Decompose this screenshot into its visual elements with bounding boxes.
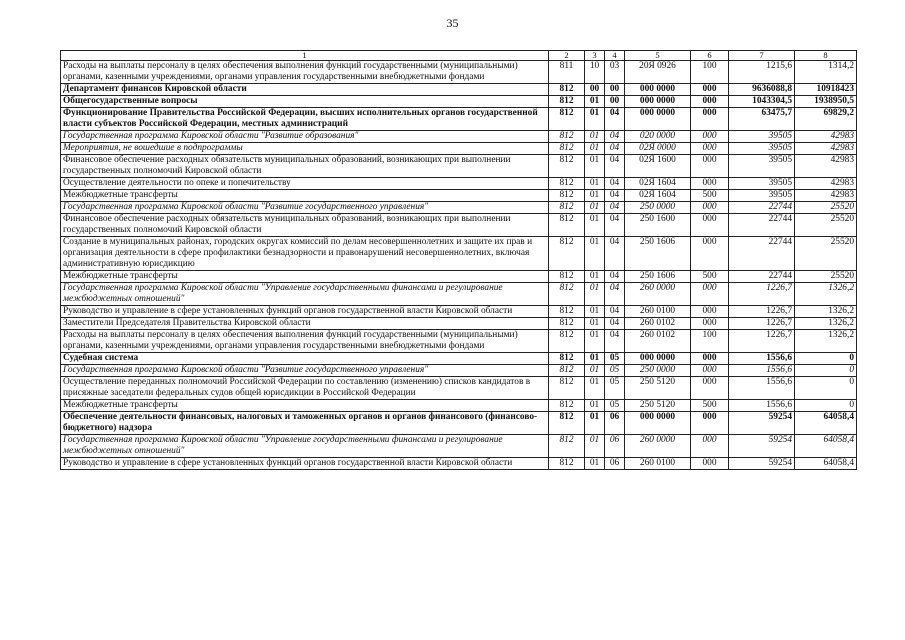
- expense-type-cell: 000: [691, 318, 729, 330]
- row-name-cell: Заместители Председателя Правительства Кировской области: [61, 318, 549, 330]
- amount-year1-cell: 1556,6: [729, 400, 795, 412]
- expense-type-cell: 000: [691, 306, 729, 318]
- admin-code-cell: 812: [549, 306, 585, 318]
- section-code-cell: 01: [585, 96, 605, 108]
- section-code-cell: 01: [585, 143, 605, 155]
- subsection-code-cell: 04: [605, 178, 625, 190]
- expense-type-cell: 500: [691, 271, 729, 283]
- target-item-cell: 000 0000: [625, 353, 691, 365]
- section-code-cell: 01: [585, 412, 605, 435]
- target-item-cell: 020 0000: [625, 131, 691, 143]
- header-cell-4: 4: [605, 51, 625, 61]
- table-row: [61, 377, 857, 400]
- amount-year2-cell: 10918423: [795, 84, 857, 96]
- table-row: [61, 96, 857, 108]
- header-row: [61, 51, 857, 61]
- expense-type-cell: 000: [691, 365, 729, 377]
- table-row: [61, 131, 857, 143]
- target-item-cell: 260 0100: [625, 306, 691, 318]
- amount-year2-cell: 1326,2: [795, 330, 857, 353]
- subsection-code-cell: 04: [605, 306, 625, 318]
- section-code-cell: 01: [585, 237, 605, 271]
- expense-type-cell: 000: [691, 435, 729, 458]
- expense-type-cell: 000: [691, 178, 729, 190]
- amount-year2-cell: 25520: [795, 237, 857, 271]
- section-code-cell: 00: [585, 84, 605, 96]
- amount-year1-cell: 22744: [729, 202, 795, 214]
- admin-code-cell: 812: [549, 96, 585, 108]
- amount-year2-cell: 64058,4: [795, 435, 857, 458]
- table-row: [61, 237, 857, 271]
- target-item-cell: 000 0000: [625, 108, 691, 131]
- subsection-code-cell: 04: [605, 143, 625, 155]
- row-name-cell: Руководство и управление в сфере установленных функций органов государственной власти Кировской области: [61, 458, 549, 470]
- section-code-cell: 01: [585, 214, 605, 237]
- table-row: [61, 178, 857, 190]
- table-row: [61, 365, 857, 377]
- row-name-cell: Мероприятия, не вошедшие в подпрограммы: [61, 143, 549, 155]
- row-name-cell: Государственная программа Кировской области "Управление государственными финансами и регулирование межбюджетных отношений": [61, 283, 549, 306]
- amount-year2-cell: 64058,4: [795, 458, 857, 470]
- admin-code-cell: 812: [549, 214, 585, 237]
- target-item-cell: 250 5120: [625, 400, 691, 412]
- admin-code-cell: 812: [549, 190, 585, 202]
- admin-code-cell: 812: [549, 178, 585, 190]
- subsection-code-cell: 04: [605, 190, 625, 202]
- expense-type-cell: 000: [691, 283, 729, 306]
- target-item-cell: 260 0000: [625, 283, 691, 306]
- amount-year1-cell: 39505: [729, 131, 795, 143]
- subsection-code-cell: 04: [605, 155, 625, 178]
- header-cell-3: 3: [585, 51, 605, 61]
- subsection-code-cell: 04: [605, 237, 625, 271]
- target-item-cell: 250 0000: [625, 202, 691, 214]
- header-cell-5: 5: [625, 51, 691, 61]
- expense-type-cell: 000: [691, 353, 729, 365]
- amount-year1-cell: 1226,7: [729, 318, 795, 330]
- target-item-cell: 02Я 1604: [625, 178, 691, 190]
- expense-type-cell: 100: [691, 330, 729, 353]
- expense-type-cell: 000: [691, 412, 729, 435]
- target-item-cell: 20Я 0926: [625, 61, 691, 84]
- table-row: [61, 155, 857, 178]
- section-code-cell: 01: [585, 190, 605, 202]
- row-name-cell: Межбюджетные трансферты: [61, 190, 549, 202]
- expense-type-cell: 000: [691, 377, 729, 400]
- admin-code-cell: 812: [549, 400, 585, 412]
- expense-type-cell: 100: [691, 61, 729, 84]
- table-row: [61, 271, 857, 283]
- amount-year1-cell: 39505: [729, 178, 795, 190]
- row-name-cell: Межбюджетные трансферты: [61, 400, 549, 412]
- row-name-cell: Осуществление деятельности по опеке и попечительству: [61, 178, 549, 190]
- amount-year2-cell: 69829,2: [795, 108, 857, 131]
- row-name-cell: Обеспечение деятельности финансовых, налоговых и таможенных органов и органов финансового (финансово-бюджетного) надзора: [61, 412, 549, 435]
- target-item-cell: 260 0102: [625, 318, 691, 330]
- target-item-cell: 02Я 0000: [625, 143, 691, 155]
- target-item-cell: 260 0000: [625, 435, 691, 458]
- section-code-cell: 01: [585, 400, 605, 412]
- row-name-cell: Создание в муниципальных районах, городских округах комиссий по делам несовершеннолетних и защите их прав и организация деятельности в сфере профилактики безнадзорности и правонарушений несовершеннолетних, включая административную юрисдикцию: [61, 237, 549, 271]
- amount-year2-cell: 0: [795, 365, 857, 377]
- row-name-cell: Департамент финансов Кировской области: [61, 84, 549, 96]
- subsection-code-cell: 04: [605, 283, 625, 306]
- amount-year1-cell: 1556,6: [729, 377, 795, 400]
- admin-code-cell: 812: [549, 271, 585, 283]
- amount-year2-cell: 0: [795, 377, 857, 400]
- amount-year2-cell: 1314,2: [795, 61, 857, 84]
- expense-type-cell: 000: [691, 214, 729, 237]
- target-item-cell: 250 1606: [625, 237, 691, 271]
- section-code-cell: 01: [585, 330, 605, 353]
- expense-type-cell: 500: [691, 190, 729, 202]
- row-name-cell: Государственная программа Кировской области "Развитие государственного управления": [61, 365, 549, 377]
- amount-year2-cell: 1938950,5: [795, 96, 857, 108]
- section-code-cell: 01: [585, 283, 605, 306]
- table-row: [61, 330, 857, 353]
- header-cell-1: 1: [61, 51, 549, 61]
- amount-year2-cell: 42983: [795, 131, 857, 143]
- amount-year1-cell: 22744: [729, 237, 795, 271]
- admin-code-cell: 812: [549, 283, 585, 306]
- subsection-code-cell: 04: [605, 214, 625, 237]
- row-name-cell: Судебная система: [61, 353, 549, 365]
- row-name-cell: Финансовое обеспечение расходных обязательств муниципальных образований, возникающих при выполнении государственных полномочий Кировской области: [61, 155, 549, 178]
- amount-year1-cell: 22744: [729, 214, 795, 237]
- amount-year2-cell: 1326,2: [795, 306, 857, 318]
- subsection-code-cell: 06: [605, 435, 625, 458]
- table-row: [61, 108, 857, 131]
- section-code-cell: 01: [585, 353, 605, 365]
- admin-code-cell: 812: [549, 237, 585, 271]
- expense-type-cell: 500: [691, 400, 729, 412]
- subsection-code-cell: 06: [605, 458, 625, 470]
- admin-code-cell: 812: [549, 84, 585, 96]
- amount-year1-cell: 9636088,8: [729, 84, 795, 96]
- admin-code-cell: 812: [549, 330, 585, 353]
- expense-type-cell: 000: [691, 108, 729, 131]
- admin-code-cell: 812: [549, 353, 585, 365]
- admin-code-cell: 812: [549, 412, 585, 435]
- page-number: 35: [446, 16, 459, 30]
- section-code-cell: 01: [585, 271, 605, 283]
- amount-year1-cell: 1043304,5: [729, 96, 795, 108]
- amount-year1-cell: 1556,6: [729, 365, 795, 377]
- amount-year2-cell: 42983: [795, 190, 857, 202]
- expense-type-cell: 000: [691, 84, 729, 96]
- row-name-cell: Руководство и управление в сфере установленных функций органов государственной власти Кировской области: [61, 306, 549, 318]
- target-item-cell: 250 5120: [625, 377, 691, 400]
- section-code-cell: 01: [585, 306, 605, 318]
- amount-year1-cell: 1226,7: [729, 283, 795, 306]
- subsection-code-cell: 05: [605, 377, 625, 400]
- table-row: [61, 412, 857, 435]
- target-item-cell: 250 0000: [625, 365, 691, 377]
- subsection-code-cell: 05: [605, 365, 625, 377]
- admin-code-cell: 812: [549, 155, 585, 178]
- row-name-cell: Государственная программа Кировской области "Управление государственными финансами и регулирование межбюджетных отношений": [61, 435, 549, 458]
- admin-code-cell: 812: [549, 131, 585, 143]
- target-item-cell: 250 1600: [625, 214, 691, 237]
- row-name-cell: Расходы на выплаты персоналу в целях обеспечения выполнения функций государственными (муниципальными) органами, казенными учреждениями, органами управления государственными внебюджетными фондами: [61, 61, 549, 84]
- subsection-code-cell: 04: [605, 318, 625, 330]
- section-code-cell: 01: [585, 318, 605, 330]
- amount-year2-cell: 42983: [795, 155, 857, 178]
- amount-year2-cell: 64058,4: [795, 412, 857, 435]
- target-item-cell: 000 0000: [625, 84, 691, 96]
- admin-code-cell: 812: [549, 365, 585, 377]
- target-item-cell: 250 1606: [625, 271, 691, 283]
- row-name-cell: Общегосударственные вопросы: [61, 96, 549, 108]
- subsection-code-cell: 04: [605, 108, 625, 131]
- row-name-cell: Государственная программа Кировской области "Развитие образования": [61, 131, 549, 143]
- amount-year1-cell: 1226,7: [729, 330, 795, 353]
- admin-code-cell: 812: [549, 143, 585, 155]
- admin-code-cell: 812: [549, 458, 585, 470]
- row-name-cell: Межбюджетные трансферты: [61, 271, 549, 283]
- target-item-cell: 02Я 1604: [625, 190, 691, 202]
- subsection-code-cell: 04: [605, 330, 625, 353]
- subsection-code-cell: 04: [605, 202, 625, 214]
- section-code-cell: 10: [585, 61, 605, 84]
- target-item-cell: 000 0000: [625, 96, 691, 108]
- amount-year2-cell: 0: [795, 353, 857, 365]
- amount-year2-cell: 42983: [795, 178, 857, 190]
- header-cell-7: 7: [729, 51, 795, 61]
- budget-table: [60, 50, 857, 470]
- admin-code-cell: 812: [549, 202, 585, 214]
- amount-year2-cell: 0: [795, 400, 857, 412]
- amount-year2-cell: 1326,2: [795, 283, 857, 306]
- subsection-code-cell: 00: [605, 96, 625, 108]
- table-row: [61, 318, 857, 330]
- amount-year1-cell: 39505: [729, 155, 795, 178]
- expense-type-cell: 000: [691, 131, 729, 143]
- target-item-cell: 260 0100: [625, 458, 691, 470]
- subsection-code-cell: 04: [605, 131, 625, 143]
- expense-type-cell: 000: [691, 155, 729, 178]
- target-item-cell: 000 0000: [625, 412, 691, 435]
- table-row: [61, 353, 857, 365]
- section-code-cell: 01: [585, 458, 605, 470]
- row-name-cell: Государственная программа Кировской области "Развитие государственного управления": [61, 202, 549, 214]
- amount-year1-cell: 59254: [729, 412, 795, 435]
- table-body: [61, 51, 857, 470]
- row-name-cell: Функционирование Правительства Российской Федерации, высших исполнительных органов государственной власти субъектов Российской Федерации, местных администраций: [61, 108, 549, 131]
- target-item-cell: 02Я 1600: [625, 155, 691, 178]
- header-cell-6: 6: [691, 51, 729, 61]
- expense-type-cell: 000: [691, 143, 729, 155]
- section-code-cell: 01: [585, 155, 605, 178]
- row-name-cell: Финансовое обеспечение расходных обязательств муниципальных образований, возникающих при выполнении государственных полномочий Кировской области: [61, 214, 549, 237]
- table-row: [61, 435, 857, 458]
- amount-year1-cell: 63475,7: [729, 108, 795, 131]
- amount-year2-cell: 25520: [795, 202, 857, 214]
- admin-code-cell: 811: [549, 61, 585, 84]
- amount-year2-cell: 25520: [795, 271, 857, 283]
- amount-year1-cell: 59254: [729, 458, 795, 470]
- subsection-code-cell: 05: [605, 400, 625, 412]
- amount-year1-cell: 1556,6: [729, 353, 795, 365]
- table-row: [61, 84, 857, 96]
- amount-year2-cell: 42983: [795, 143, 857, 155]
- amount-year1-cell: 59254: [729, 435, 795, 458]
- row-name-cell: Осуществление переданных полномочий Российской Федерации по составлению (изменению) списков кандидатов в присяжные заседатели федеральных судов общей юрисдикции в Российской Федерации: [61, 377, 549, 400]
- admin-code-cell: 812: [549, 108, 585, 131]
- section-code-cell: 01: [585, 131, 605, 143]
- section-code-cell: 01: [585, 202, 605, 214]
- expense-type-cell: 000: [691, 202, 729, 214]
- amount-year1-cell: 22744: [729, 271, 795, 283]
- section-code-cell: 01: [585, 108, 605, 131]
- table-row: [61, 306, 857, 318]
- target-item-cell: 260 0102: [625, 330, 691, 353]
- row-name-cell: Расходы на выплаты персоналу в целях обеспечения выполнения функций государственными (муниципальными) органами, казенными учреждениями, органами управления государственными внебюджетными фондами: [61, 330, 549, 353]
- table-row: [61, 190, 857, 202]
- subsection-code-cell: 03: [605, 61, 625, 84]
- subsection-code-cell: 05: [605, 353, 625, 365]
- amount-year1-cell: 1215,6: [729, 61, 795, 84]
- header-cell-2: 2: [549, 51, 585, 61]
- admin-code-cell: 812: [549, 435, 585, 458]
- table-row: [61, 458, 857, 470]
- admin-code-cell: 812: [549, 377, 585, 400]
- table-row: [61, 400, 857, 412]
- section-code-cell: 01: [585, 377, 605, 400]
- section-code-cell: 01: [585, 178, 605, 190]
- expense-type-cell: 000: [691, 458, 729, 470]
- table-row: [61, 61, 857, 84]
- subsection-code-cell: 04: [605, 271, 625, 283]
- amount-year1-cell: 1226,7: [729, 306, 795, 318]
- table-row: [61, 283, 857, 306]
- table-row: [61, 143, 857, 155]
- expense-type-cell: 000: [691, 96, 729, 108]
- table-row: [61, 202, 857, 214]
- subsection-code-cell: 06: [605, 412, 625, 435]
- amount-year2-cell: 25520: [795, 214, 857, 237]
- table-row: [61, 214, 857, 237]
- expense-type-cell: 000: [691, 237, 729, 271]
- amount-year1-cell: 39505: [729, 143, 795, 155]
- header-cell-8: 8: [795, 51, 857, 61]
- section-code-cell: 01: [585, 365, 605, 377]
- amount-year2-cell: 1326,2: [795, 318, 857, 330]
- subsection-code-cell: 00: [605, 84, 625, 96]
- amount-year1-cell: 39505: [729, 190, 795, 202]
- section-code-cell: 01: [585, 435, 605, 458]
- admin-code-cell: 812: [549, 318, 585, 330]
